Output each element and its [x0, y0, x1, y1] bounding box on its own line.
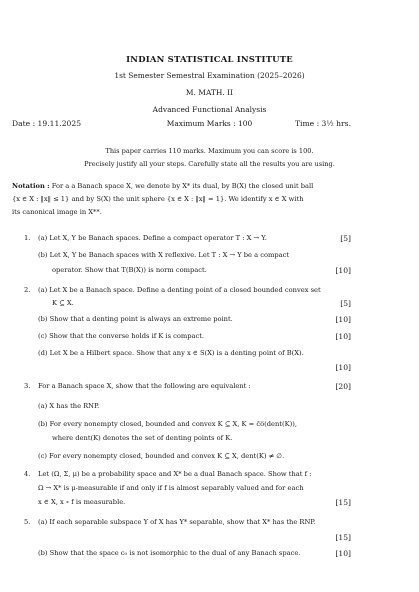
question-1a: (a) Let X, Y be Banach spaces. Define a compact operator T : X → Y. [38, 234, 267, 242]
subject-name: Advanced Functional Analysis [152, 105, 267, 114]
question-2d: (d) Let X be a Hilbert space. Show that any x ∈ S(X) is a denting point of B(X). [38, 349, 304, 357]
notation-text-1: For a a Banach space X, we denote by X* its dual, by B(X) the closed unit ball [51, 182, 314, 190]
notation-line-2: {x ∈ X : ‖x‖ ≤ 1} and by S(X) the unit sphere {x ∈ X : ‖x‖ = 1}. We identify x ∈ X with [12, 195, 304, 203]
notation-line-3: its canonical image in X**. [12, 208, 102, 216]
question-5a-marks: [15] [335, 533, 351, 542]
question-3c: (c) For every nonempty closed, bounded and convex K ⊆ X, dent(K) ≠ ∅. [38, 452, 285, 460]
course-name: M. MATH. II [185, 88, 234, 97]
question-3b-line-2: where dent(K) denotes the set of denting points of K. [52, 434, 233, 442]
instruction-justify: Precisely justify all your steps. Carefully state all the results you are using. [84, 160, 335, 168]
question-1b-marks: [10] [335, 266, 351, 275]
question-5-number: 5. [24, 518, 31, 526]
question-4-marks: [15] [335, 498, 351, 507]
question-4-line-2: Ω → X* is μ-measurable if and only if f is almost separably valued and for each [38, 484, 304, 492]
question-1b-line-2: operator. Show that T(B(X)) is norm compact. [52, 266, 207, 274]
institute-name: INDIAN STATISTICAL INSTITUTE [126, 54, 293, 64]
question-2b: (b) Show that a denting point is always an extreme point. [38, 315, 233, 323]
notation-line-1 [12, 182, 414, 190]
question-3-number: 3. [24, 382, 31, 390]
question-1-number: 1. [24, 234, 31, 242]
question-5a: (a) If each separable subspace Y of X has Y* separable, show that X* has the RNP. [38, 518, 316, 526]
question-3-stem: For a Banach space X, show that the following are equivalent : [38, 382, 251, 390]
question-2a-marks: [5] [340, 299, 351, 308]
question-2a-line-2: K ⊆ X. [52, 299, 74, 307]
question-2b-marks: [10] [335, 315, 351, 324]
exam-date: Date : 19.11.2025 [12, 119, 82, 128]
question-4-number: 4. [24, 470, 31, 478]
question-4-line-1: Let (Ω, Σ, μ) be a probability space and X* be a dual Banach space. Show that f : [38, 470, 312, 478]
question-2c: (c) Show that the converse holds if K is compact. [38, 332, 205, 340]
question-3a: (a) X has the RNP. [38, 402, 100, 410]
question-4-line-3: x ∈ X, x ∘ f is measurable. [38, 498, 126, 506]
max-marks: Maximum Marks : 100 [166, 119, 253, 128]
question-3b-line-1: (b) For every nonempty closed, bounded and convex K ⊆ X, K = c̄o̅(dent(K)), [38, 420, 297, 428]
question-3-marks: [20] [335, 382, 351, 391]
question-5b-marks: [10] [335, 549, 351, 558]
question-2a-line-1: (a) Let X be a Banach space. Define a denting point of a closed bounded convex set [38, 286, 321, 294]
question-2c-marks: [10] [335, 332, 351, 341]
instruction-marks: This paper carries 110 marks. Maximum you can score is 100. [105, 147, 314, 155]
question-1b-line-1: (b) Let X, Y be Banach spaces with X reflexive. Let T : X → Y be a compact [38, 251, 290, 259]
question-2-number: 2. [24, 286, 31, 294]
notation-label: Notation : [12, 182, 50, 190]
exam-title: 1st Semester Semestral Examination (2025–2026) [114, 71, 305, 80]
exam-time: Time : 3½ hrs. [294, 119, 351, 128]
question-1a-marks: [5] [340, 234, 351, 243]
question-2d-marks: [10] [335, 363, 351, 372]
question-5b: (b) Show that the space c₀ is not isomorphic to the dual of any Banach space. [38, 549, 301, 557]
